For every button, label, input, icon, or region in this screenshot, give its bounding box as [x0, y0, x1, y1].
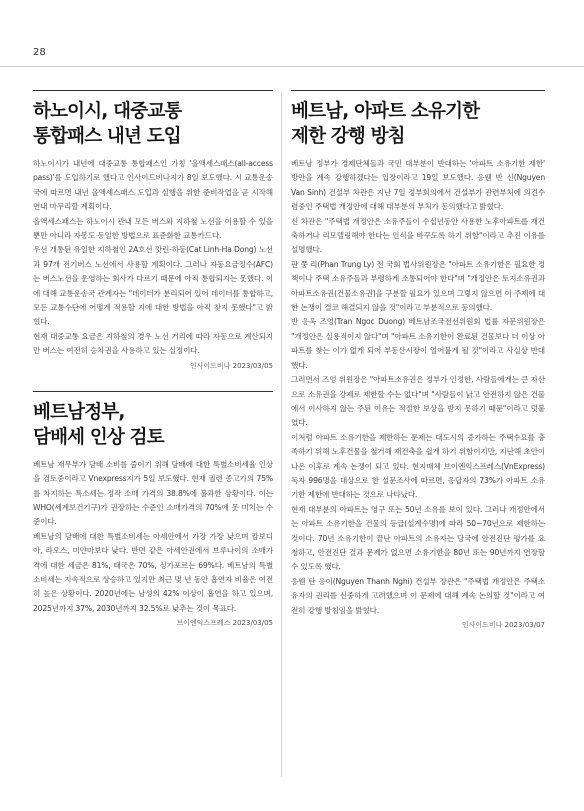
body-paragraph: 베트남 정부가 경제단체들과 국민 대부분이 반대하는 '아파트 소유기한 제한' 방안을 계속 강행하겠다는 입장이라고 19일 보도했다. 응웬 반 신(Nguyen Van Sinh) 건설부 차관은 지난 7일 정부회의에서 건설부가 관련부처에 의견수렴중인 주택법 개정안에 대해 대부분의 부처가 동의했다고 밝혔다. — [291, 159, 545, 212]
body-paragraph: 이처럼 아파트 소유기한을 제한하는 문제는 대도시의 증가하는 주택수요를 충족하기 위해 노후건물을 철거해 재건축을 쉽게 하기 위함이지만, 지난해 초안이 나온 이후로 계속 논쟁이 되고 있다. 현지매체 브이엔익스프레스(VnExpress) 독자 996명을 대상으로 한 설문조사에 따르면, 응답자의 73%가 아파트 소유기한 제한에 반대하는 것으로 나타났다. — [291, 432, 545, 500]
headline-rule — [33, 391, 273, 392]
body-paragraph: 그러면서 즈엉 위원장은 "아파트소유권은 정부가 인정한, 사람들에게는 큰 자산으로 소유권을 강제로 제한할 수는 없다"며 "사람들이 낡고 안전하지 않은 건물에서 이사하지 않는 주된 이유는 적절한 보상을 받지 못하기 때문"이라고 덧붙였다. — [291, 375, 545, 428]
header-rule — [0, 66, 584, 67]
body-paragraph: 판 쭝 리(Phan Trung Ly) 전 국회 법사위원장은 "아파트 소유기한은 필요한 정책이나 주택 소유주들과 부령하게 소통되어야 한다"며 "개정안은 토지소유권과 아파트소유권(건물소유권)을 구분할 필요가 있으며 그렇지 않으면 이 주제에 대한 논쟁이 결코 해결되지 않을 것"이라고 부분적으로 동의했다. — [291, 259, 545, 313]
article-body — [291, 157, 545, 618]
headline-line-2: 통합패스 내년 도입 — [33, 126, 181, 147]
article-tobacco-tax — [33, 391, 273, 630]
article-body — [33, 458, 273, 616]
article-source: 인사이드비나 2023/03/07 — [461, 621, 545, 629]
body-paragraph: 응웬 탄 응이(Nguyen Thanh Nghi) 건설부 장관은 "주택법 개정안은 주택소유자의 권리를 신중하게 고려했으며 이 문제에 대해 계속 논의할 것"이라고 여전히 강행 방침임을 밝혔다. — [291, 576, 545, 615]
article-source: 브이엔익스프레스 2023/03/05 — [176, 619, 273, 628]
headline-line-1: 하노이시, 대중교통 — [33, 101, 182, 122]
headline-rule — [291, 90, 545, 91]
page-number: 28 — [33, 47, 46, 58]
body-paragraph: 우선 개통된 유일한 지하철인 2A호선 깟린-하동(Cat Linh-Ha Dong) 노선과 97개 전기버스 노선에서 사용할 계획이다. 그러나 자동요금징수(AFC)는 버스노선을 운영하는 회사가 다르기 때문에 아직 통합되지는 못했다. 이에 대해 교통운송국 관계자는 "데이터가 분리되어 있어 데이터를 통합하고, 모든 교통수단에 어떻게 적용할 지에 대한 방법을 아직 찾지 못했다"고 밝혔다. — [33, 245, 273, 327]
body-paragraph: 신 차관은 "주택법 개정안은 소유주들이 수십년동안 사용한 노후아파트를 재건축하거나 리모델링해야 한다는 인식을 바꾸도록 하기 위함"이라고 추진 이유를 설명했다. — [291, 216, 545, 255]
headline-line-2: 제한 강행 방침 — [291, 126, 405, 147]
headline-line-1: 베트남, 아파트 소유기한 — [291, 101, 480, 122]
right-column — [291, 90, 545, 632]
body-paragraph: 현재 대부분의 아파트는 영구 또는 50년 소유를 보이 있다. 그러나 개정안에서는 아파트 소유기한을 건물의 등급(설계수명)에 따라 50~70년으로 제한하는 것이다. 70년 소유기한이 끝난 아파트의 소유자는 당국에 안전진단 평가를 요청하고, 안전진단 결과 문제가 없으면 소유기한을 80년 또는 90년까지 연장할 수 있도록 했다. — [291, 504, 545, 572]
article-gap — [33, 373, 273, 391]
article-apartment-ownership — [291, 90, 545, 632]
left-column — [33, 90, 273, 630]
headline-line-2: 담배세 인상 검토 — [33, 426, 164, 448]
headline-line-1: 베트남정부, — [33, 401, 125, 423]
article-headline — [33, 99, 273, 149]
body-paragraph: 올액세스패스는 하노이시 관내 모든 버스와 지하철 노선을 이용할 수 있을 뿐만 아니라 자봉도 동일한 방법으로 표준화한 교통카드다. — [33, 216, 273, 241]
body-paragraph: 베트남 재무부가 담배 소비를 줄이기 위해 담배에 대한 특별소비세율 인상을 검토중이라고 Vnexpress지가 5일 보도했다. 현재 궐련 종고가의 75%를 차지하는 특소세는 정작 소매 가격의 38.8%에 불과한 상황이다. 이는 WHO(세계보건기구)가 권장하는 수준인 소매가격의 70%에 못 미치는 수준이다. — [33, 459, 273, 527]
article-hanoi-transit-pass — [33, 90, 273, 373]
column-divider — [281, 92, 282, 777]
article-body — [33, 157, 273, 359]
article-source: 인사이드비나 2023/03/05 — [189, 361, 273, 370]
body-paragraph: 하노이시가 내년에 대중교통 통합패스인 가칭 '올액세스패스(all-access pass)'를 도입하기로 했다고 인사이드비나지가 8일 보도했다. 시 교통운송국에 따르면 내년 올액세스패스 도입과 실행을 위한 준비작업을 곧 시작해 연내 마무리할 계획이다. — [33, 159, 273, 212]
article-headline — [291, 99, 545, 149]
body-paragraph: 반 응옥 즈엉(Tran Ngoc Duong) 베트남조국전선위원회 법률 자문위원장은 "개정안은 실용적이지 않다"며 "아파트 소유기한이 완료된 건물보다 더 이상 아파트를 찾는 이가 없게 되어 부동산시장이 얼어붙게 될 것"이라고 사실상 반대했다. — [291, 317, 545, 370]
article-headline — [33, 400, 273, 450]
body-paragraph: 현재 대중교통 요금은 지하철의 경우 노선 거리에 따라 자동으로 계산되지만 버스는 여전히 승차권을 사용하고 있는 실정이다. — [33, 331, 273, 356]
body-paragraph: 베트남의 담배에 대한 특별소비세는 아세안에서 가장 가장 낮으며 캄보디아, 라오스, 미얀마보다 낮다. 반면 같은 아세안권에서 브루나이의 소매가격에 대한 세금은 81%, 태국은 70%, 싱가포르는 69%다. 베트남의 특별소비세는 지속적으로 상승하고 있지만 최근 몇 년 동안 흡연자 비율은 여전히 높은 상황이다. 2020년에는 남성의 42% 이상이 흡연을 하고 있으며, 2025년까지 37%, 2030년까지 32.5%로 낮추는 것이 목표다. — [33, 531, 273, 613]
headline-rule — [33, 90, 273, 91]
